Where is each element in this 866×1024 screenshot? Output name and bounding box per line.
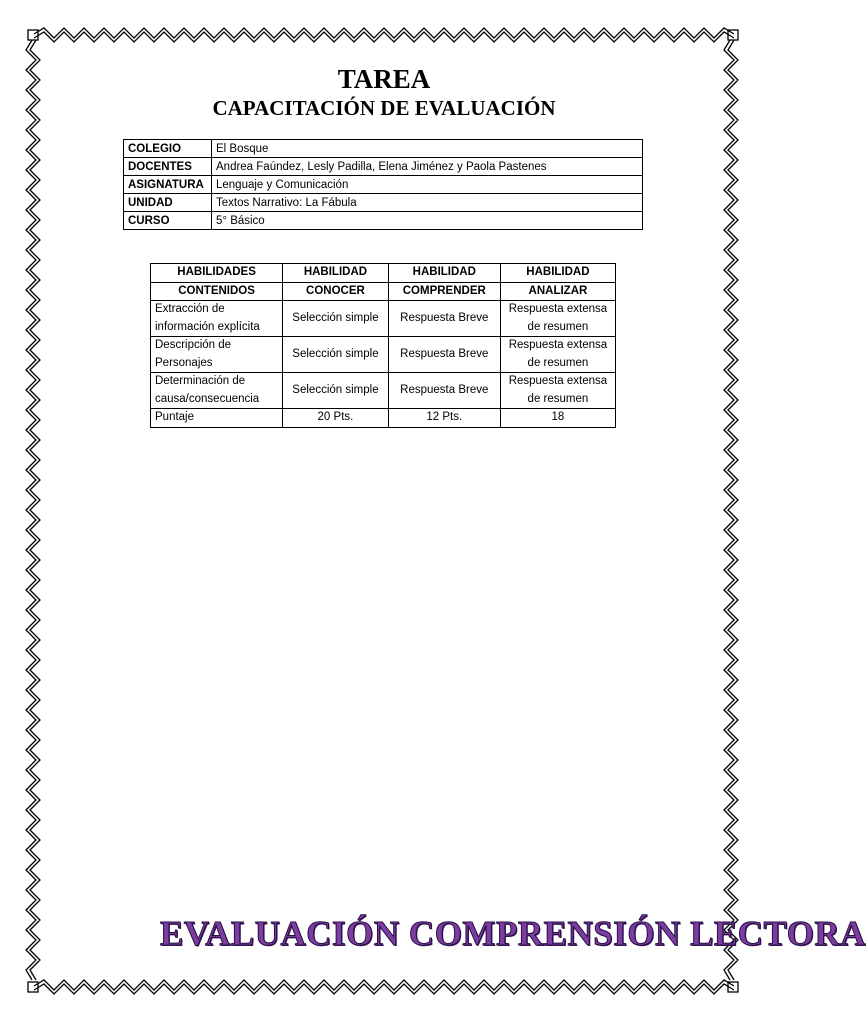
score-label: Puntaje [151, 409, 283, 428]
analizar-cell: Respuesta extensa de resumen [500, 373, 615, 409]
info-row-colegio [124, 140, 643, 158]
header-cell: CONOCER [283, 282, 389, 301]
header-cell: HABILIDAD [388, 264, 500, 283]
comprender-cell: Respuesta Breve [388, 301, 500, 337]
footer-banner-title: EVALUACIÓN COMPRENSIÓN LECTORA [160, 914, 866, 953]
score-conocer: 20 Pts. [283, 409, 389, 428]
conocer-cell: Selección simple [283, 301, 389, 337]
conocer-cell: Selección simple [283, 373, 389, 409]
content-cell: Descripción de Personajes [151, 337, 283, 373]
info-row-docentes [124, 158, 643, 176]
info-label: ASIGNATURA [124, 176, 212, 194]
comprender-cell: Respuesta Breve [388, 373, 500, 409]
header-cell: COMPRENDER [388, 282, 500, 301]
content-cell: Extracción de información explícita [151, 301, 283, 337]
info-row-curso [124, 212, 643, 230]
score-row [151, 409, 616, 428]
page-subtitle: CAPACITACIÓN DE EVALUACIÓN [212, 96, 556, 120]
table-row [151, 337, 616, 373]
header-cell: ANALIZAR [500, 282, 615, 301]
info-value: Textos Narrativo: La Fábula [212, 194, 643, 212]
table-row [151, 373, 616, 409]
header-cell: HABILIDADES [151, 264, 283, 283]
info-row-unidad [124, 194, 643, 212]
header-cell: CONTENIDOS [151, 282, 283, 301]
comprender-cell: Respuesta Breve [388, 337, 500, 373]
header-cell: HABILIDAD [500, 264, 615, 283]
skills-header-row [151, 282, 616, 301]
skills-table [150, 263, 616, 428]
skills-header-row [151, 264, 616, 283]
info-value: El Bosque [212, 140, 643, 158]
content-cell: Determinación de causa/consecuencia [151, 373, 283, 409]
table-row [151, 301, 616, 337]
info-label: COLEGIO [124, 140, 212, 158]
analizar-cell: Respuesta extensa de resumen [500, 301, 615, 337]
score-comprender: 12 Pts. [388, 409, 500, 428]
info-value: 5° Básico [212, 212, 643, 230]
info-row-asignatura [124, 176, 643, 194]
page-title: TAREA [337, 64, 431, 94]
score-analizar: 18 [500, 409, 615, 428]
info-table [123, 139, 643, 230]
info-label: UNIDAD [124, 194, 212, 212]
info-label: DOCENTES [124, 158, 212, 176]
info-value: Lenguaje y Comunicación [212, 176, 643, 194]
header-cell: HABILIDAD [283, 264, 389, 283]
info-label: CURSO [124, 212, 212, 230]
conocer-cell: Selección simple [283, 337, 389, 373]
analizar-cell: Respuesta extensa de resumen [500, 337, 615, 373]
info-value: Andrea Faúndez, Lesly Padilla, Elena Jiménez y Paola Pastenes [212, 158, 643, 176]
